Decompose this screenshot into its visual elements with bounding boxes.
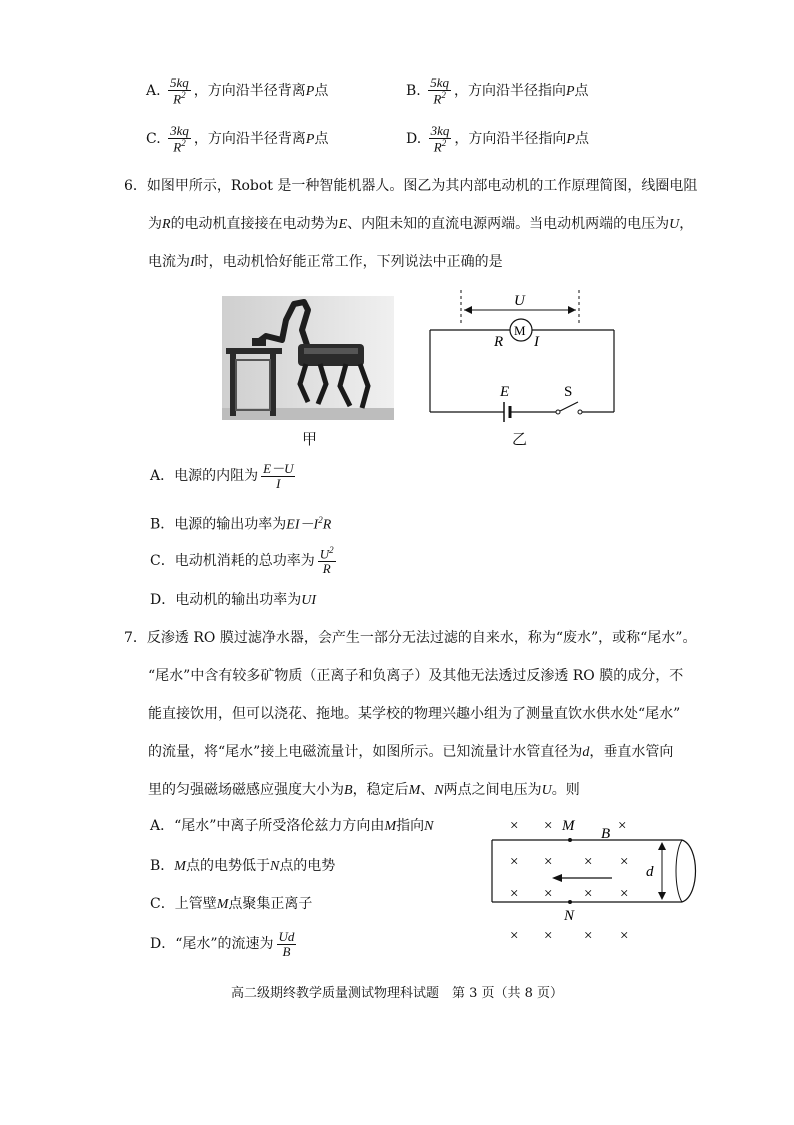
resistance-label: R bbox=[494, 334, 504, 350]
q6-option-d: D．电动机的输出功率为UI bbox=[150, 592, 317, 608]
q6-option-a: A．电源的内阻为 $\frac{E-U}{I}$ bbox=[150, 461, 294, 491]
field-cross: × bbox=[584, 854, 593, 870]
fraction: $\frac{U^2}{R}$ bbox=[319, 545, 334, 576]
field-cross: × bbox=[510, 886, 519, 902]
fraction: $\frac{Ud}{B}$ bbox=[278, 929, 295, 959]
switch-symbol bbox=[560, 402, 578, 411]
field-cross: × bbox=[544, 818, 553, 834]
field-cross: × bbox=[620, 854, 629, 870]
q7-stem-line1: 7．反渗透 RO 膜过滤净水器，会产生一部分无法过滤的自来水，称为“废水”，或称“尾水”。 bbox=[124, 630, 697, 646]
svg-text:M: M bbox=[514, 323, 526, 338]
fraction: $\frac{3kq}{R^2}$ bbox=[170, 123, 189, 154]
field-cross: × bbox=[620, 886, 629, 902]
q7-option-c: C．上管壁M点聚集正离子 bbox=[150, 896, 313, 912]
q6-option-b: B．电源的输出功率为$EI-I^2R$ bbox=[150, 515, 332, 533]
q7-stem-line3: 能直接饮用，但可以浇花、拖地。某学校的物理兴趣小组为了测量直饮水供水处“尾水” bbox=[148, 706, 681, 722]
circuit-diagram bbox=[424, 284, 620, 430]
fraction: $\frac{3kq}{R^2}$ bbox=[430, 123, 450, 154]
flowmeter-diagram bbox=[488, 812, 708, 946]
field-cross: × bbox=[510, 928, 519, 944]
figure-jia-label: 甲 bbox=[302, 430, 318, 448]
field-cross: × bbox=[584, 928, 593, 944]
field-cross: × bbox=[544, 886, 553, 902]
field-cross: × bbox=[510, 818, 519, 834]
fraction: $\frac{5kq}{R^2}$ bbox=[430, 75, 449, 106]
q7-option-b: B．M点的电势低于N点的电势 bbox=[150, 858, 336, 874]
field-cross: × bbox=[510, 854, 519, 870]
q7-option-a: A．“尾水”中离子所受洛伦兹力方向由M指向N bbox=[150, 818, 434, 834]
page-footer: 高二级期终教学质量测试物理科试题 第 3 页（共 8 页） bbox=[230, 986, 564, 1001]
q6-stem-line1: 6．如图甲所示，Robot 是一种智能机器人。图乙为其内部电动机的工作原理简图，线圈电阻 bbox=[124, 178, 698, 194]
current-label: I bbox=[534, 334, 539, 350]
q5-option-d: D. $\frac{3kq}{R^2}$ ，方向沿半径指向P点 bbox=[406, 123, 589, 154]
q7-stem-line5: 里的匀强磁场磁感应强度大小为B，稳定后M、N两点之间电压为U。则 bbox=[148, 782, 580, 798]
emf-label: E bbox=[500, 384, 510, 400]
q6-stem-line2: 为R的电动机直接接在电动势为E、内阻未知的直流电源两端。当电动机两端的电压为U， bbox=[148, 216, 694, 232]
fraction: $\frac{E-U}{I}$ bbox=[263, 461, 294, 491]
figure-yi-label: 乙 bbox=[512, 430, 528, 448]
q5-option-a: A. $\frac{5kq}{R^2}$ ，方向沿半径背离P点 bbox=[146, 75, 329, 106]
q6-stem-line3: 电流为I时，电动机恰好能正常工作，下列说法中正确的是 bbox=[148, 254, 503, 270]
field-cross: × bbox=[620, 928, 629, 944]
voltage-label: U bbox=[514, 293, 525, 309]
diameter-label: d bbox=[646, 864, 654, 880]
field-cross: × bbox=[544, 854, 553, 870]
q7-stem-line2: “尾水”中含有较多矿物质（正离子和负离子）及其他无法透过反渗透 RO 膜的成分，不 bbox=[148, 668, 684, 684]
field-cross: × bbox=[618, 818, 627, 834]
q7-option-d: D．“尾水”的流速为 $\frac{Ud}{B}$ bbox=[150, 929, 295, 959]
robot-photo bbox=[222, 296, 394, 420]
fraction: $\frac{5kq}{R^2}$ bbox=[170, 75, 189, 106]
point-m-label: M bbox=[562, 818, 575, 834]
point-n-label: N bbox=[564, 908, 575, 924]
switch-label: S bbox=[564, 384, 573, 400]
q6-option-c: C．电动机消耗的总功率为 $\frac{U^2}{R}$ bbox=[150, 545, 334, 576]
q5-option-c: C. $\frac{3kq}{R^2}$ ，方向沿半径背离P点 bbox=[146, 123, 329, 154]
q7-stem-line4: 的流量，将“尾水”接上电磁流量计，如图所示。已知流量计水管直径为d，垂直水管向 bbox=[148, 744, 674, 760]
field-b-label: B bbox=[601, 826, 611, 842]
q5-option-b: B. $\frac{5kq}{R^2}$ ，方向沿半径指向P点 bbox=[406, 75, 589, 106]
field-cross: × bbox=[584, 886, 593, 902]
field-cross: × bbox=[544, 928, 553, 944]
